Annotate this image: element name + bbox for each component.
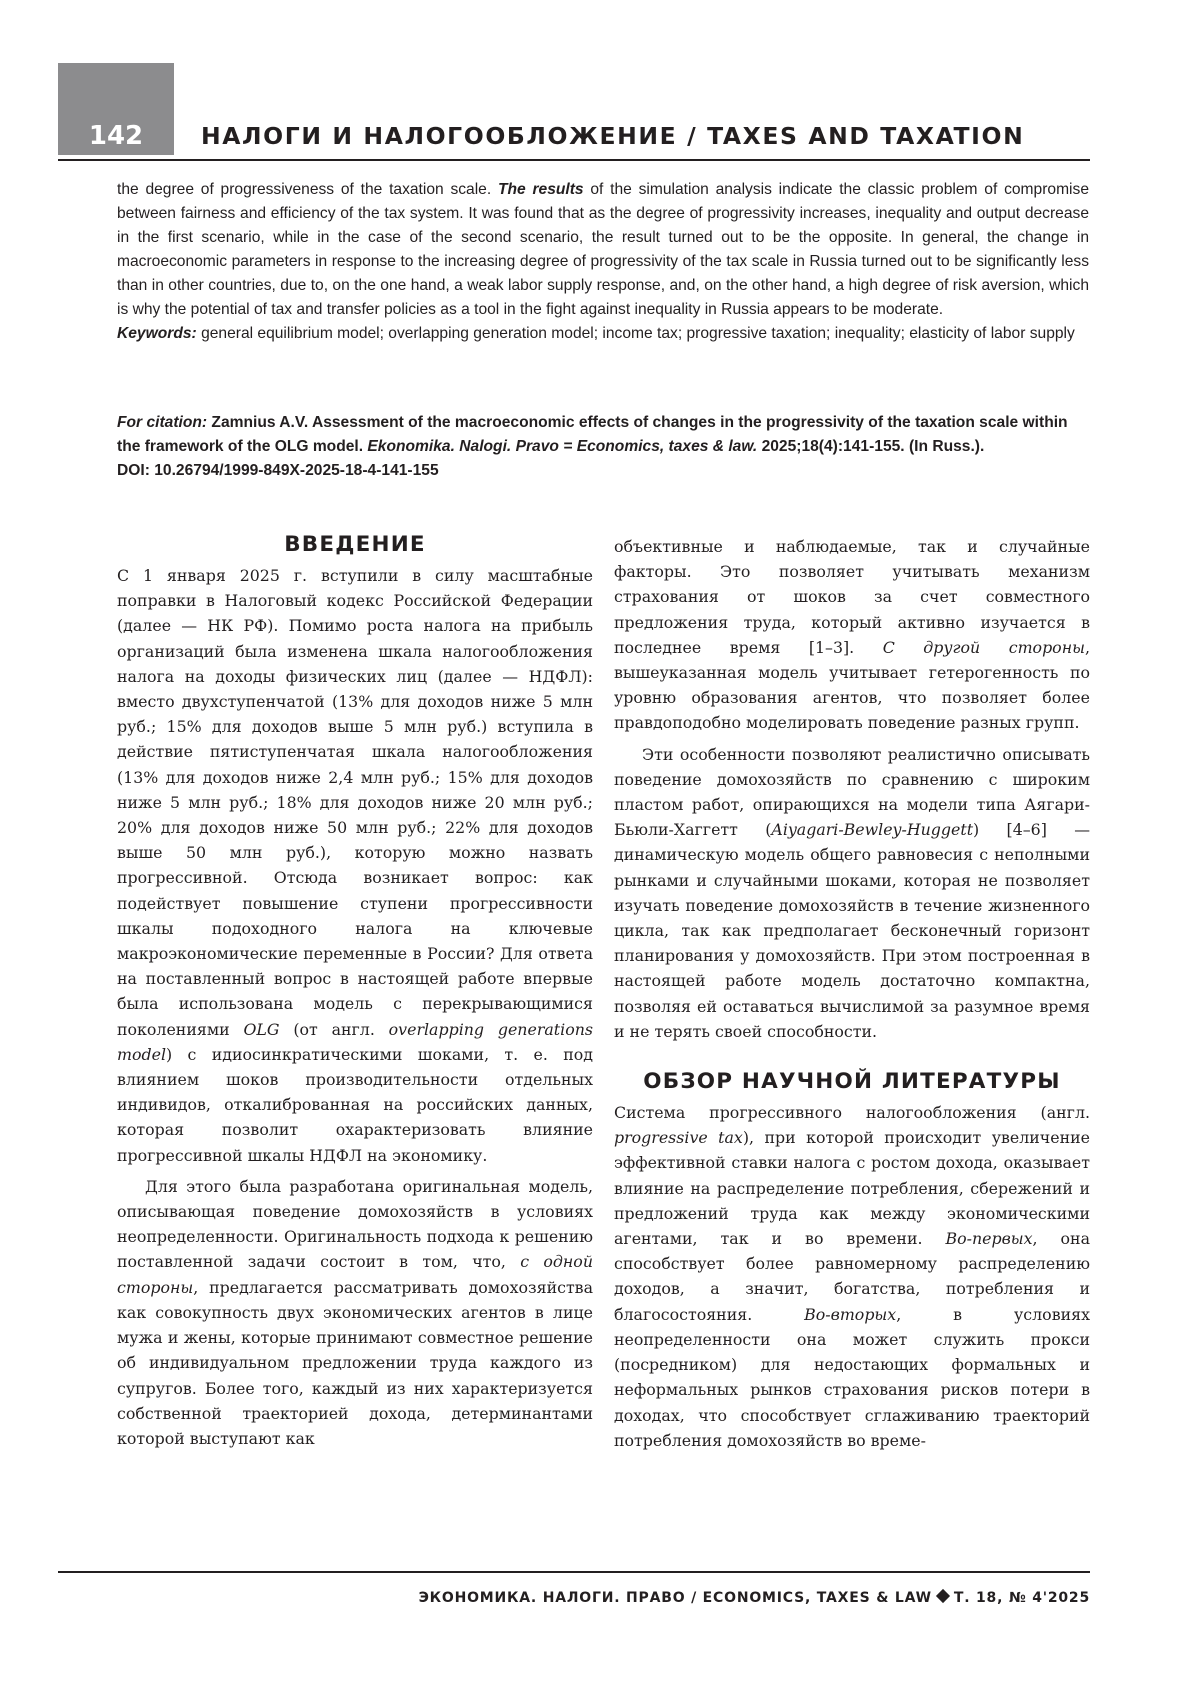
paragraph (614, 534, 1090, 736)
text-run: Для этого была разработана оригинальная модель, описывающая поведение домохозяйств в условиях неопределенности. Оригинальность подхода к решению поставленной задачи состоит в том, что, (117, 1176, 593, 1272)
text-run-italic: Во-вторых (804, 1304, 897, 1324)
text-run-italic: OLG (243, 1019, 280, 1039)
footer (300, 1590, 1090, 1606)
text-run: С 1 января 2025 г. вступили в силу масштабные поправки в Налоговый кодекс Российской Федерации (далее — НК РФ). Помимо роста налога на прибыль организаций была изменена шкала налогообложения налога на доходы физических лиц (далее — НДФЛ): вместо двухступенчатой (13% для доходов ниже 5 млн руб.; 15% для доходов выше 5 млн руб.) вступила в действие пятиступенчатая шкала налогообложения (13% для доходов ниже 2,4 млн руб.; 15% для доходов ниже 5 млн руб.; 18% для доходов ниже 20 млн руб.; 20% для доходов ниже 50 млн руб.; 22% для доходов выше 50 млн руб.), которую можно назвать прогрессивной. Отсюда возникает вопрос: как подействует повышение ступени прогрессивности шкалы подоходного налога на ключевые макроэкономические переменные в России? Для ответа на поставленный вопрос в настоящей работе впервые была использована модель с перекрывающимися поколениями (117, 566, 593, 1039)
text-run: , в условиях неопределенности она может служить прокси (посредником) для недостающих формальных и неформальных рынков страхования рисков потери в доходах, что способствует сглаживанию траекторий потребления домохозяйств во време- (614, 1304, 1090, 1450)
keywords-label: Keywords: (117, 325, 197, 342)
results-label: The results (497, 181, 584, 198)
text-run-italic: Aiyagari-Bewley-Huggett (771, 820, 974, 840)
paragraph (614, 1100, 1090, 1453)
heading-introduction: ВВЕДЕНИЕ (284, 532, 426, 557)
text-run: объективные и наблюдаемые, так и случайные факторы. Это позволяет учитывать механизм страхования от шоков за счет совместного предложения труда, который активно изучается в последнее время [1–3]. (614, 537, 1090, 657)
text-run-italic: overlapping generations model (117, 1019, 593, 1064)
text-run: , предлагается рассматривать домохозяйства как совокупность двух экономических агентов в лице мужа и жены, которые принимают совместное решение об индивидуальном предложении труда каждого из супругов. Более того, каждый из них характеризуется собственной траекторией дохода, детерминантами которой выступают как (117, 1277, 593, 1448)
text-run: Эти особенности позволяют реалистично описывать поведение домохозяйств по сравнению с широким пластом работ, опирающихся на модели типа Аягари-Бьюли-Хаггетт ( (614, 744, 1090, 840)
paragraph (614, 742, 1090, 1044)
citation-text: 2025;18(4):141-155. (In Russ.). (757, 438, 985, 455)
paragraph (117, 1174, 593, 1451)
citation-label: For citation: (117, 414, 208, 431)
paragraph (117, 563, 593, 1168)
citation-journal: Ekonomika. Nalogi. Pravo = Economics, taxes & law. (367, 438, 758, 455)
text-run: ), при которой происходит увеличение эффективной ставки налога с ростом дохода, оказывает влияние на распределение потребления, сбережений и предложений труда как между экономическими агентами, так и во времени. (614, 1128, 1090, 1249)
text-run: ) [4–6] — динамическую модель общего равновесия с неполными рынками и случайными шоками, которая не позволяет изучать поведение домохозяйств в течение жизненного цикла, так как предполагает бесконечный горизонт планирования у домохозяйств. При этом построенная в настоящей работе модель достаточно компактна, позволяя ей оставаться вычислимой за разумное время и не терять своей способности. (614, 820, 1090, 1041)
citation (117, 411, 1089, 483)
heading-literature-review: ОБЗОР НАУЧНОЙ ЛИТЕРАТУРЫ (643, 1069, 1061, 1095)
text-run-italic: Во-первых (945, 1229, 1033, 1249)
abstract-text-part: of the simulation analysis indicate the classic problem of compromise between fairness and efficiency of the tax system. It was found that as the degree of progressivity increases, inequality and output decrease in the first scenario, while in the case of the second scenario, the result turned out to be the opposite. In general, the change in macroeconomic parameters in response to the increasing degree of progressivity of the tax scale in Russia turned out to be significantly less than in other countries, due to, on the one hand, a weak labor supply response, and, on the other hand, a high degree of risk aversion, which is why the potential of tax and transfer policies as a tool in the fight against inequality in Russia appears to be moderate. (117, 181, 1089, 318)
header-divider (58, 159, 1090, 161)
diamond-icon (936, 1589, 950, 1603)
abstract (117, 178, 1089, 346)
left-column (117, 527, 593, 1451)
footer-divider (58, 1571, 1090, 1573)
abstract-text-part: the degree of progressiveness of the taxation scale. (117, 181, 498, 198)
keywords (117, 322, 1089, 346)
citation-doi: DOI: 10.26794/1999-849X-2025-18-4-141-155 (117, 462, 439, 479)
page-number: 142 (88, 121, 144, 151)
text-run: (от англ. (279, 1019, 389, 1039)
section-title: НАЛОГИ И НАЛОГООБЛОЖЕНИЕ / TAXES AND TAXATION (201, 122, 1025, 150)
footer-journal: ЭКОНОМИКА. НАЛОГИ. ПРАВО / ECONOMICS, TAXES & LAW (418, 1590, 932, 1606)
text-run: , вышеуказанная модель учитывает гетерогенность по уровню образования агентов, что позволяет более правдоподобно моделировать поведение разных групп. (614, 637, 1090, 733)
text-run-italic: С другой стороны (882, 637, 1085, 657)
abstract-text (117, 178, 1089, 322)
text-run-italic: progressive tax (614, 1128, 743, 1148)
right-column (614, 534, 1090, 1453)
text-run: ) с идиосинкратическими шоками, т. е. под влиянием шоков производительности отдельных индивидов, откалиброванная на российских данных, которая позволит охарактеризовать влияние прогрессивной шкалы НДФЛ на экономику. (117, 1044, 593, 1165)
text-run: Система прогрессивного налогообложения (англ. (614, 1103, 1090, 1123)
citation-text: Zamnius A.V. Assessment of the macroeconomic effects of changes in the progressivity of the taxation scale within the framework of the OLG model. (117, 414, 1068, 455)
text-run: , она способствует более равномерному распределению доходов, а значит, богатства, потребления и благосостояния. (614, 1229, 1090, 1324)
keywords-text: general equilibrium model; overlapping generation model; income tax; progressive taxation; inequality; elasticity of labor supply (196, 325, 1075, 342)
footer-issue: Т. 18, № 4'2025 (953, 1590, 1090, 1606)
text-run-italic: с одной стороны (117, 1252, 593, 1297)
